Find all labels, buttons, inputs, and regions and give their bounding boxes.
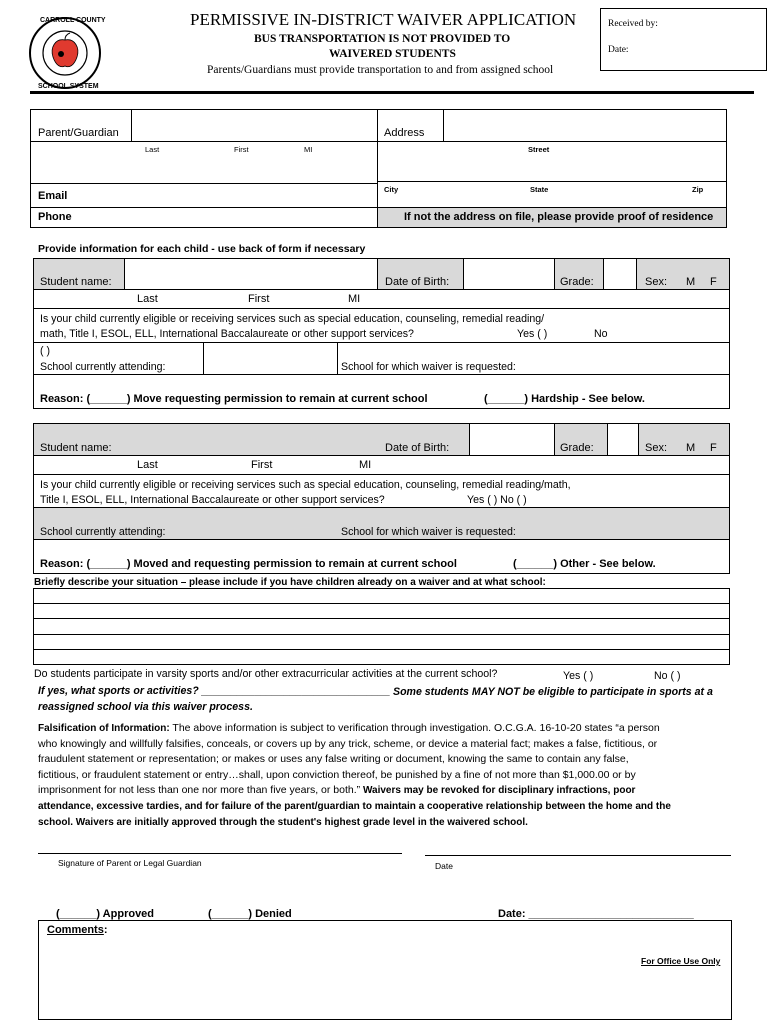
sports-yes[interactable]: Yes ( ) xyxy=(563,670,594,682)
student-2-grade-field[interactable] xyxy=(608,424,638,455)
student-2-first-label: First xyxy=(251,459,273,471)
office-approved[interactable]: (______) Approved xyxy=(56,908,155,920)
student-2-services-line-2: Title I, ESOL, ELL, International Baccalaureate or other support services? xyxy=(40,494,385,506)
address-label: Address xyxy=(384,127,425,139)
student-2-dob-label: Date of Birth: xyxy=(385,442,450,454)
falsification-line-1: The above information is subject to verification through investigation. O.C.G.A. 16-10-20 states “a person xyxy=(169,722,660,734)
parent-first-label: First xyxy=(234,145,249,154)
proof-of-residence-note: If not the address on file, please provide proof of residence xyxy=(404,211,714,223)
parent-mi-label: MI xyxy=(304,145,313,154)
student-2-current-school-label: School currently attending: xyxy=(40,526,166,538)
phone-label: Phone xyxy=(38,211,72,223)
parent-guardian-label: Parent/Guardian xyxy=(38,127,119,139)
office-date[interactable]: Date: ___________________________ xyxy=(498,908,694,920)
student-2-dob-field[interactable] xyxy=(470,424,554,455)
received-by-label: Received by: xyxy=(608,19,658,29)
street-label: Street xyxy=(528,145,550,154)
student-1-sex-f[interactable]: F xyxy=(710,276,717,288)
falsification-heading: Falsification of Information: xyxy=(38,723,170,734)
received-date-label: Date: xyxy=(608,45,629,55)
student-1-grade-label: Grade: xyxy=(560,276,594,288)
form-subtitle-line-2: WAIVERED STUDENTS xyxy=(329,48,456,60)
office-denied[interactable]: (______) Denied xyxy=(208,908,292,920)
sports-question: Do students participate in varsity sports and/or other extracurricular activities at the current school? xyxy=(34,668,498,680)
student-1-waiver-school-label: School for which waiver is requested: xyxy=(341,361,516,373)
revocation-line-3: school. Waivers are initially approved through the student's highest grade level in the waivered school. xyxy=(38,816,528,828)
city-label: City xyxy=(384,185,399,194)
student-1-current-school-label: School currently attending: xyxy=(40,361,166,373)
student-1-reason-move[interactable]: Reason: (______) Move requesting permission to remain at current school xyxy=(40,393,428,405)
student-2-mi-label: MI xyxy=(359,459,372,471)
student-2-last-label: Last xyxy=(137,459,158,471)
revocation-line-2: attendance, excessive tardies, and for failure of the parent/guardian to maintain a cooperative relationship between the home and the xyxy=(38,800,671,812)
falsification-line-3: fraudulent statement or representation; or makes or uses any false writing or document, knowing the same to contain any false, xyxy=(38,753,629,766)
signature-date-line[interactable] xyxy=(425,855,731,856)
parent-last-label: Last xyxy=(145,145,160,154)
student-1-services-no[interactable]: No xyxy=(594,328,608,340)
falsification-line-2: who knowingly and willfully falsifies, conceals, or covers up by any trick, scheme, or device a material fact; makes a false, fictitious, or xyxy=(38,737,658,750)
address-field[interactable] xyxy=(444,110,726,141)
student-1-services-line-1: Is your child currently eligible or receiving services such as special education, counseling, remedial reading/ xyxy=(40,313,545,325)
describe-situation-prompt: Briefly describe your situation – please include if you have children already on a waiver and at what school: xyxy=(34,577,546,588)
student-1-services-no-box[interactable]: ( ) xyxy=(40,345,50,357)
zip-label: Zip xyxy=(692,185,704,194)
signature-date-label: Date xyxy=(435,861,453,871)
office-use-only-label: For Office Use Only xyxy=(641,956,721,966)
school-seal xyxy=(28,16,102,90)
student-1-dob-field[interactable] xyxy=(464,259,554,289)
student-1-grade-field[interactable] xyxy=(604,259,636,289)
student-1-name-label: Student name: xyxy=(40,276,112,288)
sports-warning-1: Some students MAY NOT be eligible to participate in sports at a xyxy=(393,686,713,698)
transport-note: Parents/Guardians must provide transportation to and from assigned school xyxy=(207,64,554,76)
seal-text-top: CARROLL COUNTY xyxy=(40,17,106,24)
email-label: Email xyxy=(38,190,68,202)
form-subtitle-line-1: BUS TRANSPORTATION IS NOT PROVIDED TO xyxy=(254,33,511,45)
student-1-name-field[interactable] xyxy=(125,259,377,289)
student-1-services-line-2: math, Title I, ESOL, ELL, International Baccalaureate or other support services? xyxy=(40,328,414,340)
form-title: PERMISSIVE IN-DISTRICT WAIVER APPLICATION xyxy=(190,10,577,29)
student-2-sex-label: Sex: xyxy=(645,442,668,454)
signature-label: Signature of Parent or Legal Guardian xyxy=(58,858,202,868)
student-1-dob-label: Date of Birth: xyxy=(385,276,450,288)
student-1-sex-label: Sex: xyxy=(645,276,668,288)
parent-name-field[interactable] xyxy=(132,110,376,141)
student-2-waiver-school-label: School for which waiver is requested: xyxy=(341,526,516,538)
student-1-first-label: First xyxy=(248,293,270,305)
falsification-line-5: imprisonment for not less than one nor more than five years, or both.” xyxy=(38,784,361,797)
student-2-sex-f[interactable]: F xyxy=(710,442,717,454)
describe-situation-box[interactable] xyxy=(33,588,730,665)
children-intro: Provide information for each child - use back of form if necessary xyxy=(38,243,366,255)
student-2-services-line-1: Is your child currently eligible or receiving services such as special education, counseling, remedial reading/math, xyxy=(40,479,571,491)
sports-no[interactable]: No ( ) xyxy=(654,670,681,682)
office-comments-label: Comments: xyxy=(47,924,108,936)
student-1-reason-hardship[interactable]: (______) Hardship - See below. xyxy=(484,393,645,405)
signature-line[interactable] xyxy=(38,853,402,854)
student-1-services-yes[interactable]: Yes ( ) xyxy=(517,328,548,340)
student-1-sex-m[interactable]: M xyxy=(686,276,696,288)
student-1-mi-label: MI xyxy=(348,293,361,305)
seal-text-bottom: SCHOOL SYSTEM xyxy=(38,83,99,90)
student-2-sex-m[interactable]: M xyxy=(686,442,696,454)
revocation-line-1: Waivers may be revoked for disciplinary infractions, poor xyxy=(360,785,636,797)
student-1-last-label: Last xyxy=(137,293,158,305)
header-rule xyxy=(30,91,754,94)
student-2-reason-other[interactable]: (______) Other - See below. xyxy=(513,558,656,570)
falsification-paragraph xyxy=(38,721,758,830)
state-label: State xyxy=(530,185,549,194)
falsification-line-4: fictitious, or fraudulent statement or entry…shall, upon conviction thereof, be punished by a fine of not more than $1,000.00 or by xyxy=(38,768,636,781)
student-2-services-yes-no[interactable]: Yes ( ) No ( ) xyxy=(467,494,527,506)
student-2-name-label: Student name: xyxy=(40,442,112,454)
office-comments-box[interactable] xyxy=(38,920,732,1020)
student-2-grade-label: Grade: xyxy=(560,442,594,454)
sports-warning-2: reassigned school via this waiver process. xyxy=(38,701,253,713)
sports-which[interactable]: If yes, what sports or activities? ________________________________ xyxy=(38,685,391,697)
student-2-reason-moved[interactable]: Reason: (______) Moved and requesting permission to remain at current school xyxy=(40,558,457,570)
